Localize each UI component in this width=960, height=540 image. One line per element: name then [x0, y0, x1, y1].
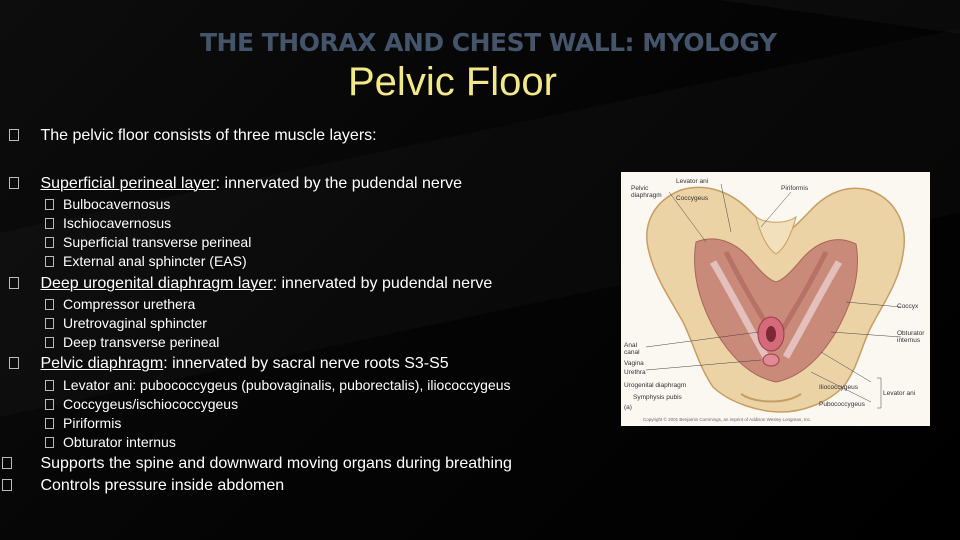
slide-supertitle: THE THORAX AND CHEST WALL: MYOLOGY	[200, 28, 777, 57]
bullet-layer-superficial	[9, 175, 462, 193]
figure-label: Piriformis	[781, 185, 809, 192]
list-item	[45, 315, 207, 331]
bullet-box-icon	[45, 237, 54, 248]
figure-copyright: Copyright © 2001 Benjamin Cummings, an imprint of Addison Wesley Longman, Inc.	[643, 417, 812, 422]
pelvic-floor-illustration	[621, 172, 930, 426]
bullet-box-icon	[45, 437, 54, 448]
muscle-name: Levator ani: pubococcygeus (pubovaginalis, puborectalis), iliococcygeus	[63, 377, 511, 393]
figure-label: Levator ani	[883, 390, 916, 397]
layer-name: Superficial perineal layer	[40, 175, 216, 192]
bullet-layer-pelvic-diaphragm	[9, 355, 449, 373]
figure-label: Symphysis pubis	[633, 394, 682, 401]
figure-label: Pelvic diaphragm	[631, 185, 662, 199]
figure-label: Levator ani	[676, 178, 709, 185]
bullet-box-icon	[45, 380, 54, 391]
bullet-box-icon	[45, 256, 54, 267]
layer-name: Deep urogenital diaphragm layer	[40, 275, 273, 292]
list-item	[45, 234, 251, 250]
bullet-box-icon	[45, 418, 54, 429]
bullet-box-icon	[45, 199, 54, 210]
muscle-name: Piriformis	[63, 415, 122, 431]
list-item	[45, 396, 238, 412]
bullet-layer-deep-urogenital	[9, 275, 492, 293]
bullet-box-icon	[9, 357, 19, 369]
figure-label: Obturator internus	[897, 330, 925, 344]
layer-desc: : innervated by pudendal nerve	[272, 275, 493, 292]
closing-text: Controls pressure inside abdomen	[40, 477, 285, 494]
figure-label: Urogenital diaphragm	[624, 382, 687, 389]
muscle-name: Bulbocavernosus	[63, 196, 171, 212]
bullet-box-icon	[2, 457, 12, 469]
muscle-name: Coccygeus/ischiococcygeus	[63, 396, 239, 412]
closing-text: Supports the spine and downward moving organs during breathing	[40, 455, 512, 472]
bullet-box-icon	[45, 218, 54, 229]
muscle-name: External anal sphincter (EAS)	[63, 253, 247, 269]
muscle-name: Ischiocavernosus	[63, 215, 172, 231]
list-item	[45, 377, 510, 393]
layer-desc: : innervated by sacral nerve roots S3-S5	[163, 355, 449, 372]
list-item	[45, 196, 170, 212]
intro-text: The pelvic floor consists of three muscle layers:	[40, 127, 377, 144]
bullet-closing	[2, 455, 512, 473]
figure-panel-label: (a)	[624, 404, 632, 411]
layer-name: Pelvic diaphragm	[40, 355, 164, 372]
figure-label: Vagina	[624, 360, 644, 367]
figure-label: Coccyx	[897, 303, 919, 310]
muscle-name: Obturator internus	[63, 434, 176, 450]
slide-title: Pelvic Floor	[348, 60, 557, 104]
bullet-closing	[2, 477, 284, 495]
bullet-box-icon	[45, 399, 54, 410]
layer-desc: : innervated by the pudendal nerve	[215, 175, 463, 192]
figure-label: Urethra	[624, 369, 646, 376]
bullet-intro	[9, 127, 377, 145]
muscle-name: Compressor urethera	[63, 296, 196, 312]
bullet-box-icon	[9, 177, 19, 189]
bullet-box-icon	[2, 479, 12, 491]
list-item	[45, 296, 195, 312]
list-item	[45, 415, 121, 431]
muscle-name: Uretrovaginal sphincter	[63, 315, 207, 331]
figure-label: Anal canal	[624, 342, 640, 356]
bullet-box-icon	[9, 277, 19, 289]
list-item	[45, 215, 171, 231]
bullet-box-icon	[45, 299, 54, 310]
figure-label: Pubococcygeus	[819, 401, 865, 408]
list-item	[45, 334, 219, 350]
bullet-box-icon	[45, 337, 54, 348]
figure-label: Coccygeus	[676, 195, 709, 202]
figure-label: Iliococcygeus	[819, 384, 859, 391]
list-item	[45, 253, 247, 269]
bullet-box-icon	[45, 318, 54, 329]
muscle-name: Superficial transverse perineal	[63, 234, 252, 250]
bullet-box-icon	[9, 129, 19, 141]
muscle-name: Deep transverse perineal	[63, 334, 220, 350]
list-item	[45, 434, 176, 450]
